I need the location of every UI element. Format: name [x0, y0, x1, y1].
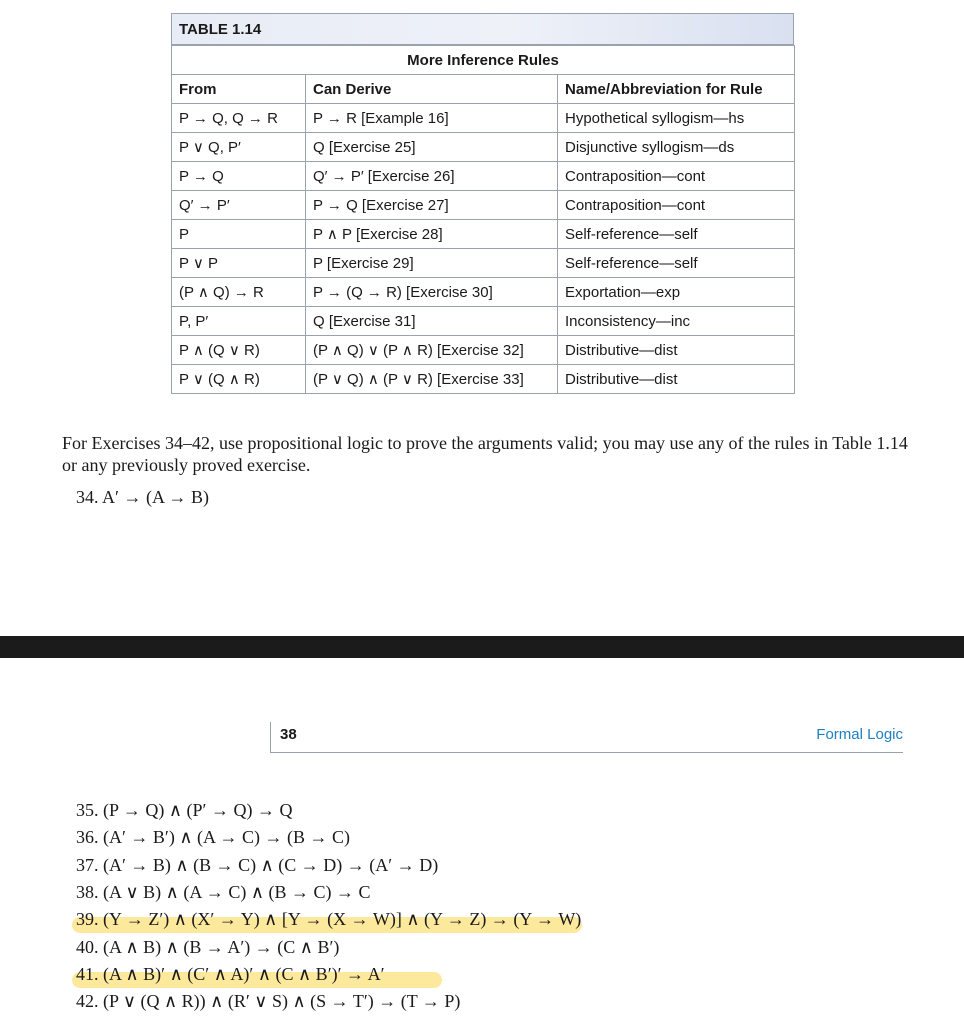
cell-from: P ∨ Q, P′: [172, 133, 306, 162]
page-divider-bar: [0, 636, 964, 658]
exercise-34: 34. A′ → (A → B): [76, 487, 209, 507]
table-row: [172, 191, 795, 220]
table-caption-row: [172, 46, 795, 75]
table-header-row: [172, 75, 795, 104]
cell-can-derive: (P ∧ Q) ∨ (P ∧ R) [Exercise 32]: [306, 336, 558, 365]
table-row: [172, 278, 795, 307]
header-from: From: [172, 75, 306, 104]
rules-table-grid: [171, 45, 795, 394]
exercise-item: 37. (A′ → B) ∧ (B → C) ∧ (C → D) → (A′ → D): [76, 854, 439, 875]
cell-rule-name: Hypothetical syllogism—hs: [558, 104, 795, 133]
header-rule-name: Name/Abbreviation for Rule: [558, 75, 795, 104]
table-caption: More Inference Rules: [172, 46, 795, 75]
cell-can-derive: P → R [Example 16]: [306, 104, 558, 133]
table-row: [172, 162, 795, 191]
cell-from: P ∨ P: [172, 249, 306, 278]
exercise-item: 39. (Y → Z′) ∧ (X′ → Y) ∧ [Y → (X → W)] ∧ (Y → Z) → (Y → W): [76, 909, 582, 930]
cell-can-derive: Q [Exercise 31]: [306, 307, 558, 336]
exercise-item: 42. (P ∨ (Q ∧ R)) ∧ (R′ ∨ S) ∧ (S → T′) → (T → P): [76, 991, 461, 1012]
cell-rule-name: Disjunctive syllogism—ds: [558, 133, 795, 162]
cell-rule-name: Inconsistency—inc: [558, 307, 795, 336]
cell-can-derive: (P ∨ Q) ∧ (P ∨ R) [Exercise 33]: [306, 365, 558, 394]
header-vertical-rule: [270, 722, 271, 752]
table-row: [172, 365, 795, 394]
exercise-item: 41. (A ∧ B)′ ∧ (C′ ∧ A)′ ∧ (C ∧ B′)′ → A′: [76, 963, 385, 984]
running-title: Formal Logic: [816, 726, 903, 743]
exercise-item: 40. (A ∧ B) ∧ (B → A′) → (C ∧ B′): [76, 936, 340, 957]
cell-rule-name: Exportation—exp: [558, 278, 795, 307]
cell-rule-name: Contraposition—cont: [558, 191, 795, 220]
table-row: [172, 307, 795, 336]
exercise-instructions: For Exercises 34–42, use propositional logic to prove the arguments valid; you may use any of the rules in Table 1.14 or any previously proved exercise.: [62, 433, 908, 475]
exercise-item: 35. (P → Q) ∧ (P′ → Q) → Q: [76, 800, 293, 820]
cell-from: P, P′: [172, 307, 306, 336]
cell-can-derive: P → (Q → R) [Exercise 30]: [306, 278, 558, 307]
cell-rule-name: Distributive—dist: [558, 336, 795, 365]
table-row: [172, 133, 795, 162]
exercise-item: 38. (A ∨ B) ∧ (A → C) ∧ (B → C) → C: [76, 881, 371, 902]
cell-from: (P ∧ Q) → R: [172, 278, 306, 307]
table-row: [172, 249, 795, 278]
cell-from: P → Q: [172, 162, 306, 191]
cell-rule-name: Distributive—dist: [558, 365, 795, 394]
cell-from: P ∨ (Q ∧ R): [172, 365, 306, 394]
header-can-derive: Can Derive: [306, 75, 558, 104]
table-title: TABLE 1.14: [171, 13, 794, 45]
cell-from: P ∧ (Q ∨ R): [172, 336, 306, 365]
cell-from: P → Q, Q → R: [172, 104, 306, 133]
cell-can-derive: P ∧ P [Exercise 28]: [306, 220, 558, 249]
table-row: [172, 336, 795, 365]
table-body: [172, 104, 795, 394]
exercise-item: 36. (A′ → B′) ∧ (A → C) → (B → C): [76, 827, 351, 848]
cell-can-derive: P → Q [Exercise 27]: [306, 191, 558, 220]
page-number: 38: [280, 726, 297, 743]
cell-from: P: [172, 220, 306, 249]
header-horizontal-rule: [270, 752, 903, 753]
inference-rules-table: [171, 13, 794, 394]
cell-from: Q′ → P′: [172, 191, 306, 220]
cell-can-derive: Q′ → P′ [Exercise 26]: [306, 162, 558, 191]
cell-can-derive: Q [Exercise 25]: [306, 133, 558, 162]
cell-rule-name: Self-reference—self: [558, 249, 795, 278]
cell-rule-name: Self-reference—self: [558, 220, 795, 249]
table-row: [172, 220, 795, 249]
cell-can-derive: P [Exercise 29]: [306, 249, 558, 278]
page-header: [270, 722, 903, 754]
table-row: [172, 104, 795, 133]
cell-rule-name: Contraposition—cont: [558, 162, 795, 191]
